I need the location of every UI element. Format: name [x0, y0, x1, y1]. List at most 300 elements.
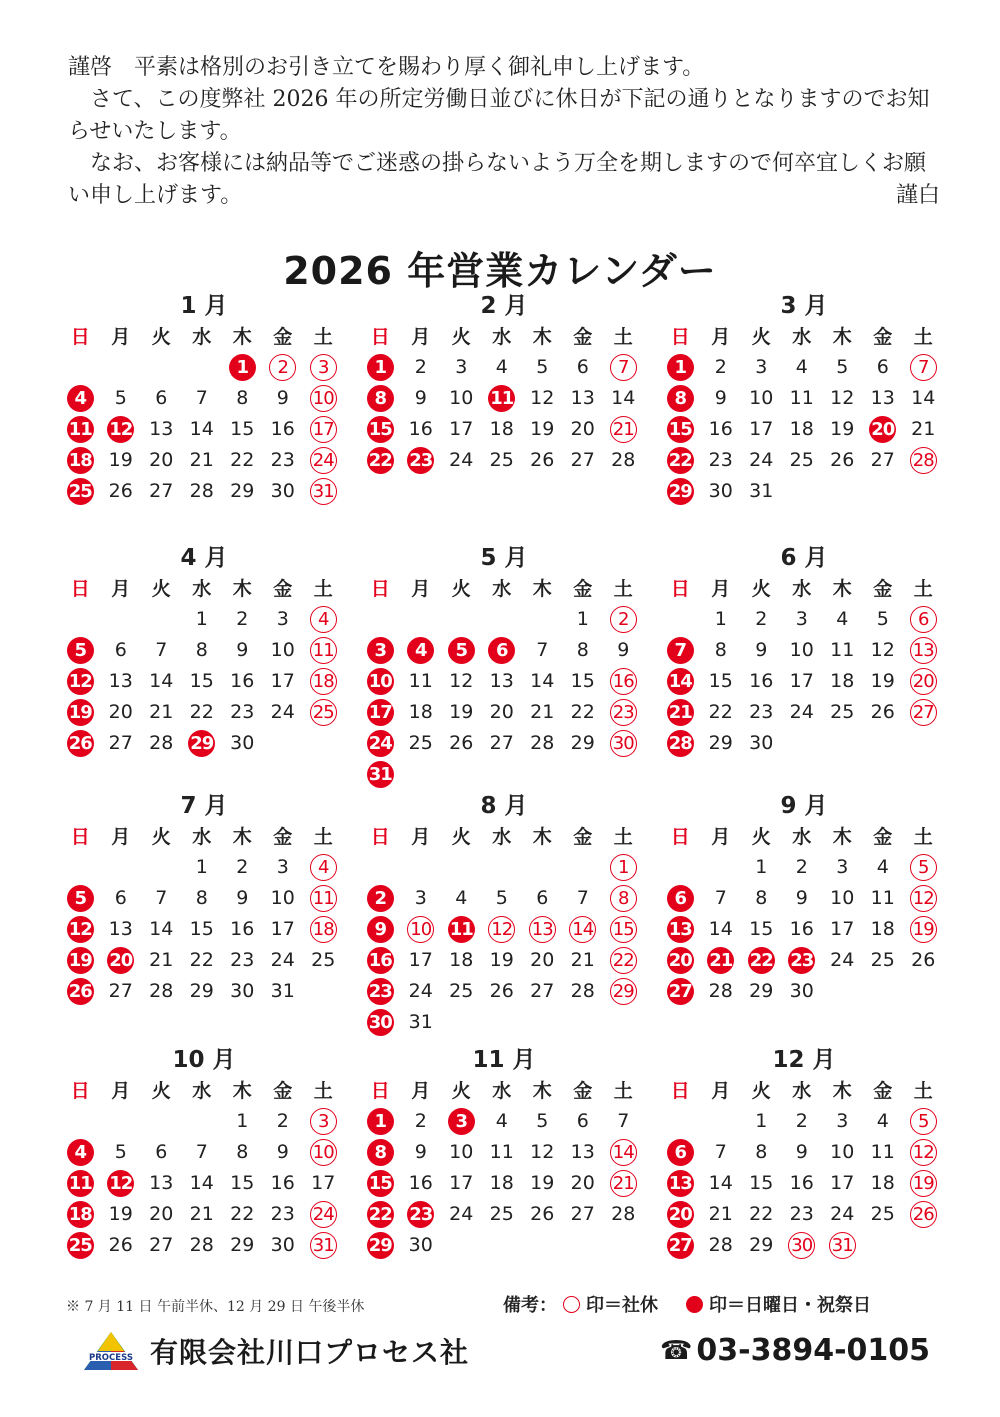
work-day: 14	[149, 918, 174, 940]
work-day: 29	[749, 980, 774, 1002]
work-day: 9	[795, 887, 808, 909]
work-day: 10	[830, 1141, 855, 1163]
work-day: 15	[189, 670, 214, 692]
company-off-day: 7	[903, 352, 944, 383]
empty-cell	[903, 728, 944, 759]
week-row	[360, 1137, 660, 1168]
work-day: 19	[108, 449, 133, 471]
work-day: 30	[789, 980, 814, 1002]
weekday-header-row	[660, 822, 960, 852]
week-row	[60, 1137, 360, 1168]
holiday-day: 25	[60, 1230, 101, 1261]
weekday-header: 日	[670, 826, 690, 848]
holiday-day: 18	[60, 1199, 101, 1230]
empty-cell	[441, 604, 482, 635]
empty-cell	[563, 1230, 604, 1261]
weekday-header: 土	[613, 326, 633, 348]
company-off-day: 31	[822, 1230, 863, 1261]
weekday-header: 水	[492, 1080, 512, 1102]
company-off-day: 7	[603, 352, 644, 383]
week-row	[360, 635, 660, 666]
weekday-header: 木	[532, 578, 552, 600]
weekday-header: 水	[492, 826, 512, 848]
work-day: 14	[149, 670, 174, 692]
holiday-day: 6	[660, 1137, 701, 1168]
weekday-header: 水	[792, 578, 812, 600]
work-day: 16	[230, 670, 255, 692]
work-day: 10	[449, 387, 474, 409]
company-off-day: 12	[903, 883, 944, 914]
month-title: 6 月	[780, 545, 828, 571]
work-day: 19	[870, 670, 895, 692]
empty-cell	[522, 604, 563, 635]
holiday-day: 29	[660, 476, 701, 507]
company-off-day: 23	[603, 697, 644, 728]
work-day: 22	[570, 701, 595, 723]
work-day: 31	[408, 1011, 433, 1033]
holiday-day: 9	[360, 914, 401, 945]
empty-cell	[360, 604, 401, 635]
work-day: 13	[570, 1141, 595, 1163]
holiday-day: 11	[60, 414, 101, 445]
empty-cell	[563, 759, 604, 790]
company-off-day: 28	[903, 445, 944, 476]
work-day: 7	[576, 887, 589, 909]
week-row	[60, 1230, 360, 1261]
company-off-day: 10	[401, 914, 442, 945]
work-day: 30	[230, 732, 255, 754]
empty-cell	[563, 1007, 604, 1038]
weekday-header-row	[660, 574, 960, 604]
holiday-day: 22	[660, 445, 701, 476]
work-day: 23	[270, 1203, 295, 1225]
work-day: 23	[749, 701, 774, 723]
empty-cell	[660, 604, 701, 635]
empty-cell	[563, 852, 604, 883]
work-day: 11	[870, 887, 895, 909]
weekday-header: 月	[411, 1080, 431, 1102]
work-day: 14	[708, 918, 733, 940]
work-day: 18	[489, 1172, 514, 1194]
holiday-day: 24	[360, 728, 401, 759]
weekday-header: 火	[751, 326, 771, 348]
holiday-day: 23	[360, 976, 401, 1007]
company-off-day: 3	[303, 352, 344, 383]
week-row	[60, 476, 360, 507]
empty-cell	[141, 352, 182, 383]
weekday-header: 日	[370, 326, 390, 348]
empty-cell	[60, 852, 101, 883]
holiday-day: 20	[863, 414, 904, 445]
work-day: 6	[576, 1110, 589, 1132]
week-row	[60, 914, 360, 945]
week-row	[660, 1230, 960, 1261]
holiday-day: 27	[660, 976, 701, 1007]
work-day: 23	[230, 949, 255, 971]
work-day: 30	[230, 980, 255, 1002]
weekday-header: 火	[151, 826, 171, 848]
work-day: 9	[276, 387, 289, 409]
work-day: 25	[870, 1203, 895, 1225]
work-day: 2	[795, 1110, 808, 1132]
work-day: 20	[149, 1203, 174, 1225]
company-off-day: 17	[303, 414, 344, 445]
holiday-day: 13	[660, 914, 701, 945]
empty-cell	[482, 1230, 523, 1261]
work-day: 5	[836, 356, 849, 378]
work-day: 3	[755, 356, 768, 378]
work-day: 13	[108, 918, 133, 940]
work-day: 28	[611, 1203, 636, 1225]
weekday-header: 金	[273, 826, 293, 848]
month-title: 12 月	[772, 1047, 836, 1073]
weekday-header: 水	[792, 326, 812, 348]
empty-cell	[603, 1230, 644, 1261]
holiday-day: 23	[782, 945, 823, 976]
week-row	[660, 476, 960, 507]
weekday-header: 金	[873, 326, 893, 348]
work-day: 29	[230, 1234, 255, 1256]
empty-cell	[60, 604, 101, 635]
week-row	[660, 976, 960, 1007]
weekday-header: 火	[451, 578, 471, 600]
empty-cell	[701, 1106, 742, 1137]
work-day: 17	[830, 1172, 855, 1194]
company-off-day: 14	[563, 914, 604, 945]
work-day: 27	[489, 732, 514, 754]
company-off-day: 22	[603, 945, 644, 976]
holiday-day: 19	[60, 945, 101, 976]
work-day: 30	[270, 480, 295, 502]
work-day: 28	[570, 980, 595, 1002]
weekday-header: 木	[832, 1080, 852, 1102]
work-day: 18	[830, 670, 855, 692]
work-day: 12	[870, 639, 895, 661]
work-day: 24	[270, 949, 295, 971]
weekday-header: 木	[532, 1080, 552, 1102]
week-row	[660, 728, 960, 759]
week-row	[660, 604, 960, 635]
work-day: 15	[749, 918, 774, 940]
empty-cell	[522, 1230, 563, 1261]
weekday-header: 火	[751, 826, 771, 848]
empty-cell	[441, 852, 482, 883]
work-day: 24	[449, 1203, 474, 1225]
week-row	[60, 852, 360, 883]
work-day: 23	[270, 449, 295, 471]
holiday-day: 26	[60, 728, 101, 759]
phone-block	[660, 1333, 930, 1368]
holiday-day: 15	[660, 414, 701, 445]
empty-cell	[360, 852, 401, 883]
empty-cell	[903, 976, 944, 1007]
week-row	[360, 697, 660, 728]
company-off-day: 8	[603, 883, 644, 914]
work-day: 26	[108, 480, 133, 502]
company-off-day: 10	[303, 1137, 344, 1168]
weekday-header: 木	[232, 826, 252, 848]
work-day: 6	[155, 1141, 168, 1163]
work-day: 19	[489, 949, 514, 971]
empty-cell	[522, 759, 563, 790]
work-day: 15	[230, 1172, 255, 1194]
holiday-day: 8	[360, 1137, 401, 1168]
work-day: 26	[830, 449, 855, 471]
empty-cell	[903, 1230, 944, 1261]
holiday-day: 1	[360, 352, 401, 383]
work-day: 16	[408, 1172, 433, 1194]
work-day: 27	[108, 732, 133, 754]
holiday-day: 17	[360, 697, 401, 728]
weekday-header: 水	[192, 326, 212, 348]
work-day: 27	[530, 980, 555, 1002]
work-day: 2	[236, 856, 249, 878]
holiday-day: 6	[482, 635, 523, 666]
work-day: 29	[708, 732, 733, 754]
work-day: 23	[708, 449, 733, 471]
weekday-header: 月	[711, 826, 731, 848]
holiday-day: 26	[60, 976, 101, 1007]
work-day: 23	[789, 1203, 814, 1225]
work-day: 30	[408, 1234, 433, 1256]
weekday-header: 日	[670, 1080, 690, 1102]
work-day: 4	[495, 1110, 508, 1132]
work-day: 6	[536, 887, 549, 909]
empty-cell	[660, 1106, 701, 1137]
week-row	[360, 976, 660, 1007]
work-day: 18	[789, 418, 814, 440]
weekday-header: 土	[313, 1080, 333, 1102]
work-day: 26	[530, 449, 555, 471]
work-day: 28	[708, 1234, 733, 1256]
work-day: 7	[714, 1141, 727, 1163]
company-off-day: 2	[263, 352, 304, 383]
week-row	[60, 1199, 360, 1230]
logo-text: PROCESS	[89, 1353, 133, 1363]
week-row	[60, 352, 360, 383]
holiday-day: 1	[222, 352, 263, 383]
work-day: 10	[270, 639, 295, 661]
work-day: 9	[276, 1141, 289, 1163]
weekday-header: 金	[873, 578, 893, 600]
company-name: 有限会社川口プロセス社	[150, 1336, 470, 1369]
empty-cell	[303, 728, 344, 759]
empty-cell	[660, 852, 701, 883]
weekday-header-row	[360, 322, 660, 352]
work-day: 9	[617, 639, 630, 661]
work-day: 3	[836, 856, 849, 878]
letter-paragraph-2: さて、この度弊社 2026 年の所定労働日並びに休日が下記の通りとなりますのでお知らせいたします。	[68, 87, 930, 144]
work-day: 6	[155, 387, 168, 409]
week-row	[360, 1168, 660, 1199]
work-day: 14	[911, 387, 936, 409]
work-day: 22	[708, 701, 733, 723]
holiday-day: 23	[401, 445, 442, 476]
holiday-day: 5	[60, 635, 101, 666]
work-day: 21	[149, 949, 174, 971]
weekday-header: 日	[70, 826, 90, 848]
work-day: 27	[149, 480, 174, 502]
work-day: 16	[789, 1172, 814, 1194]
holiday-day: 22	[741, 945, 782, 976]
work-day: 1	[195, 856, 208, 878]
work-day: 8	[195, 887, 208, 909]
company-off-day: 5	[903, 852, 944, 883]
work-day: 12	[830, 387, 855, 409]
week-row	[60, 604, 360, 635]
work-day: 10	[830, 887, 855, 909]
holiday-day: 19	[60, 697, 101, 728]
work-day: 3	[276, 608, 289, 630]
empty-cell	[522, 852, 563, 883]
legend-holiday: 印＝日曜日・祝祭日	[709, 1295, 871, 1316]
weekday-header: 木	[232, 578, 252, 600]
empty-cell	[903, 476, 944, 507]
weekday-header: 金	[273, 326, 293, 348]
holiday-day: 11	[482, 383, 523, 414]
weekday-header: 火	[451, 1080, 471, 1102]
holiday-day: 29	[360, 1230, 401, 1261]
holiday-day: 22	[360, 1199, 401, 1230]
empty-cell	[441, 1230, 482, 1261]
company-off-day: 26	[903, 1199, 944, 1230]
phone-number: 03-3894-0105	[696, 1333, 931, 1368]
month-title: 5 月	[480, 545, 528, 571]
company-off-day: 24	[303, 445, 344, 476]
week-row	[660, 883, 960, 914]
month-block	[360, 542, 660, 790]
company-off-day: 31	[303, 1230, 344, 1261]
work-day: 1	[714, 608, 727, 630]
holiday-day: 12	[60, 666, 101, 697]
letter-line-1: 謹啓 平素は格別のお引き立てを賜わり厚く御礼申し上げます。	[68, 55, 705, 80]
work-day: 1	[236, 1110, 249, 1132]
work-day: 31	[749, 480, 774, 502]
work-day: 30	[708, 480, 733, 502]
week-row	[660, 852, 960, 883]
filled-circle-icon	[686, 1296, 703, 1313]
work-day: 13	[489, 670, 514, 692]
work-day: 23	[230, 701, 255, 723]
weekday-header: 金	[573, 826, 593, 848]
work-day: 18	[870, 918, 895, 940]
week-row	[60, 383, 360, 414]
work-day: 7	[195, 387, 208, 409]
week-row	[60, 414, 360, 445]
holiday-day: 5	[60, 883, 101, 914]
company-off-day: 25	[303, 697, 344, 728]
empty-cell	[482, 604, 523, 635]
weekday-header: 木	[832, 578, 852, 600]
work-day: 14	[530, 670, 555, 692]
work-day: 15	[570, 670, 595, 692]
empty-cell	[863, 728, 904, 759]
weekday-header: 月	[111, 326, 131, 348]
work-day: 26	[530, 1203, 555, 1225]
week-row	[360, 666, 660, 697]
week-row	[60, 883, 360, 914]
company-off-day: 16	[603, 666, 644, 697]
work-day: 18	[870, 1172, 895, 1194]
work-day: 26	[911, 949, 936, 971]
company-off-day: 30	[603, 728, 644, 759]
weekday-header: 日	[370, 578, 390, 600]
week-row	[360, 1230, 660, 1261]
work-day: 22	[189, 949, 214, 971]
work-day: 22	[749, 1203, 774, 1225]
empty-cell	[822, 976, 863, 1007]
empty-cell	[101, 352, 142, 383]
empty-cell	[141, 604, 182, 635]
company-off-day: 19	[903, 914, 944, 945]
work-day: 26	[870, 701, 895, 723]
work-day: 3	[795, 608, 808, 630]
holiday-day: 3	[360, 635, 401, 666]
work-day: 21	[911, 418, 936, 440]
weekday-header: 火	[451, 326, 471, 348]
work-day: 9	[414, 1141, 427, 1163]
month-block	[660, 542, 960, 790]
work-day: 24	[270, 701, 295, 723]
work-day: 14	[708, 1172, 733, 1194]
holiday-day: 20	[660, 945, 701, 976]
work-day: 28	[149, 980, 174, 1002]
month-title: 1 月	[180, 293, 228, 319]
work-day: 28	[530, 732, 555, 754]
week-row	[360, 1199, 660, 1230]
weekday-header: 金	[573, 326, 593, 348]
holiday-day: 21	[701, 945, 742, 976]
holiday-day: 3	[441, 1106, 482, 1137]
work-day: 1	[195, 608, 208, 630]
weekday-header: 木	[832, 326, 852, 348]
empty-cell	[701, 852, 742, 883]
work-day: 25	[489, 1203, 514, 1225]
work-day: 11	[408, 670, 433, 692]
work-day: 18	[449, 949, 474, 971]
month-block	[360, 290, 660, 542]
weekday-header-row	[60, 574, 360, 604]
work-day: 6	[576, 356, 589, 378]
month-block	[360, 1044, 660, 1274]
work-day: 8	[576, 639, 589, 661]
work-day: 24	[408, 980, 433, 1002]
weekday-header: 金	[273, 578, 293, 600]
weekday-header: 土	[913, 1080, 933, 1102]
weekday-header: 水	[192, 1080, 212, 1102]
weekday-header: 月	[411, 326, 431, 348]
empty-cell	[603, 1007, 644, 1038]
work-day: 28	[611, 449, 636, 471]
weekday-header: 木	[532, 826, 552, 848]
weekday-header: 木	[232, 326, 252, 348]
work-day: 9	[795, 1141, 808, 1163]
work-day: 13	[570, 387, 595, 409]
work-day: 22	[189, 701, 214, 723]
week-row	[360, 414, 660, 445]
holiday-day: 16	[360, 945, 401, 976]
weekday-header: 日	[670, 578, 690, 600]
work-day: 29	[189, 980, 214, 1002]
company-off-day: 18	[303, 666, 344, 697]
work-day: 25	[311, 949, 336, 971]
work-day: 7	[617, 1110, 630, 1132]
work-day: 2	[414, 1110, 427, 1132]
weekday-header: 月	[711, 1080, 731, 1102]
work-day: 24	[449, 449, 474, 471]
weekday-header-row	[60, 1076, 360, 1106]
work-day: 5	[495, 887, 508, 909]
